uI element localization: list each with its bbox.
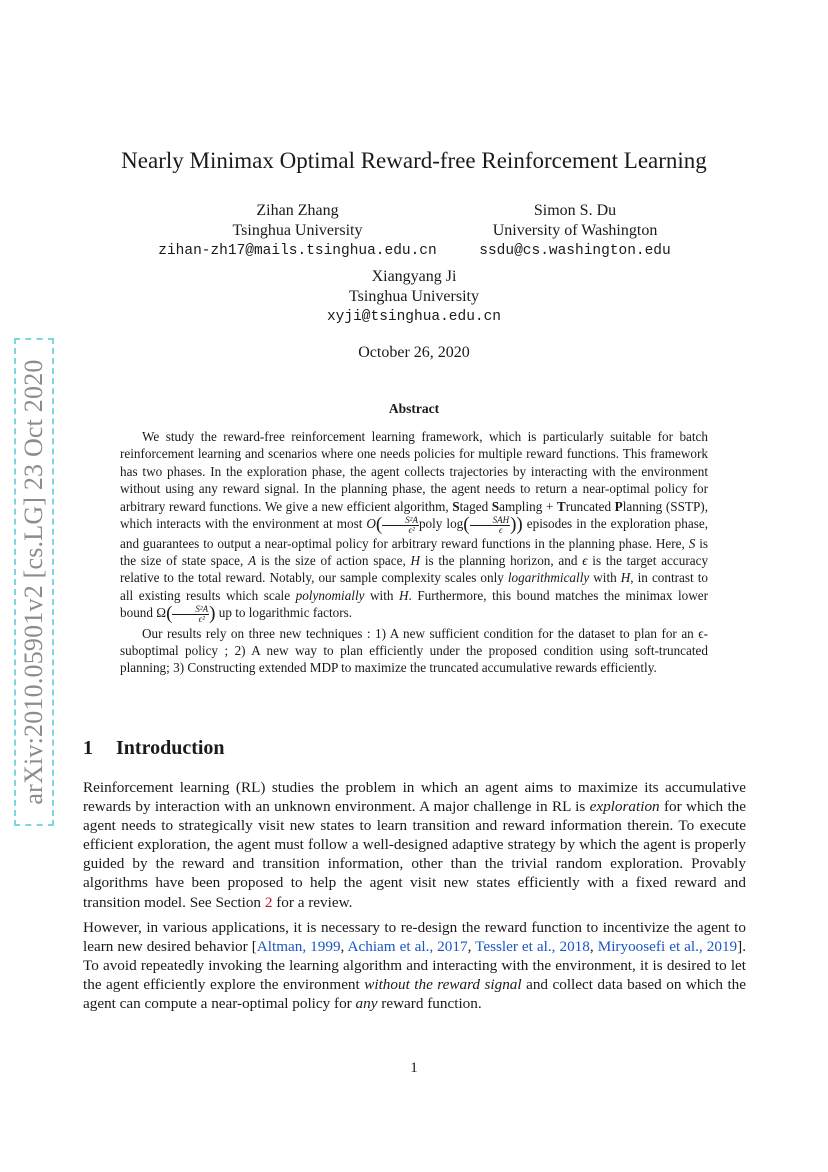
author-affiliation: University of Washington xyxy=(492,222,658,239)
lower-bound-formula: Ω( $\frac{\text{S²A}}{\text{ϵ²}}$ ) xyxy=(156,603,216,625)
abstract-paragraph: Our results rely on three new techniques : 1) A new sufficient condition for the dataset to plan for an ϵ-suboptimal policy ; 2) A new way to plan efficiently under the proposed condition using soft-truncated planning; 3) Constructing extended MDP to maximize the truncated accumulative rewards efficiently. xyxy=(120,625,708,676)
body-paragraph: However, in various applications, it is necessary to re-design the reward function to incentivize the agent to learn new desired behavior [Altman, 1999, Achiam et al., 2017, Tessler et al., 2018, Miryoosefi et al., 2019]. To avoid repeatedly invoking the learning algorithm and interacting with the environment, it is desired to let the agent efficiently explore the environment without the reward signal and collect data based on which the agent can compute a near-optimal policy for any reward function. xyxy=(83,918,747,1013)
sample-complexity-formula: O( $\frac{\text{S²A}}{\text{ϵ²}}$ poly log( $\frac{\text{SAH}}{\epsilon}$ )) xyxy=(366,514,523,535)
citation-link[interactable]: Tessler et al., 2018 xyxy=(475,937,590,955)
author-affiliation: Tsinghua University xyxy=(232,222,363,239)
author-block xyxy=(150,201,445,261)
author-name: Simon S. Du xyxy=(533,202,617,219)
abstract-paragraph: We study the reward-free reinforcement learning framework, which is particularly suitable for batch reinforcement learning and scenarios where one needs policies for multiple reward functions. This framework has two phases. In the exploration phase, the agent collects trajectories by interacting with the environment without using any reward signal. In the planning phase, the agent needs to return a near-optimal policy for arbitrary reward functions. We give a new efficient algorithm, Staged Sampling + Truncated Planning (SSTP), which interacts with the environment at most O( $\frac{\text{S²A}}{\text{ϵ²}}$ poly log( $\frac{\text{SAH}}{\epsilon}$ )) episodes in the exploration phase, and guarantees to output a near-optimal policy for arbitrary reward functions in the planning phase. Here, S is the size of state space, A is the size of action space, H is the planning horizon, and ϵ is the target accuracy relative to the total reward. Notably, our sample complexity scales only logarithmically with H, in contrast to all existing results which scale polynomially with H. Furthermore, this bound matches the minimax lower bound Ω( $\frac{\text{S²A}}{\text{ϵ²}}$ ) up to logarithmic factors. xyxy=(120,429,709,625)
author-name: Xiangyang Ji xyxy=(371,268,457,285)
section-title: Introduction xyxy=(116,737,225,759)
abstract-body xyxy=(120,428,708,677)
abstract-heading: Abstract xyxy=(388,401,440,416)
author-email[interactable]: ssdu@cs.washington.edu xyxy=(479,243,671,259)
paper-title: Nearly Minimax Optimal Reward-free Reinforcement Learning xyxy=(121,148,707,173)
author-email[interactable]: zihan-zh17@mails.tsinghua.edu.cn xyxy=(158,243,437,259)
paper-date: October 26, 2020 xyxy=(358,344,470,361)
citation-link[interactable]: Altman, 1999 xyxy=(256,937,341,955)
section-heading xyxy=(83,737,225,760)
arxiv-stamp-text: arXiv:2010.05901v2 [cs.LG] 23 Oct 2020 xyxy=(19,359,48,805)
author-block xyxy=(264,267,564,327)
citation-link[interactable]: Miryoosefi et al., 2019 xyxy=(597,937,738,955)
author-email[interactable]: xyji@tsinghua.edu.cn xyxy=(326,309,502,325)
section-body xyxy=(83,778,746,1013)
section-number: 1 xyxy=(83,737,93,759)
section-reference-link[interactable]: 2 xyxy=(264,893,273,911)
page-number: 1 xyxy=(410,1060,418,1076)
body-paragraph: Reinforcement learning (RL) studies the problem in which an agent aims to maximize its accumulative rewards by interaction with an unknown environment. A major challenge in RL is exploration for which the agent needs to strategically visit new states to learn transition and reward information therein. To execute efficient exploration, the agent must follow a well-designed adaptive strategy by which the agent is properly guided by the reward and transition information, other than the trivial random exploration. Provably algorithms have been proposed to help the agent visit new states efficiently with a fixed reward and transition model. See Section 2 for a review. xyxy=(83,779,747,911)
author-affiliation: Tsinghua University xyxy=(349,288,479,305)
author-name: Zihan Zhang xyxy=(256,202,339,219)
citation-link[interactable]: Achiam et al., 2017 xyxy=(347,937,468,955)
author-block xyxy=(470,201,680,261)
